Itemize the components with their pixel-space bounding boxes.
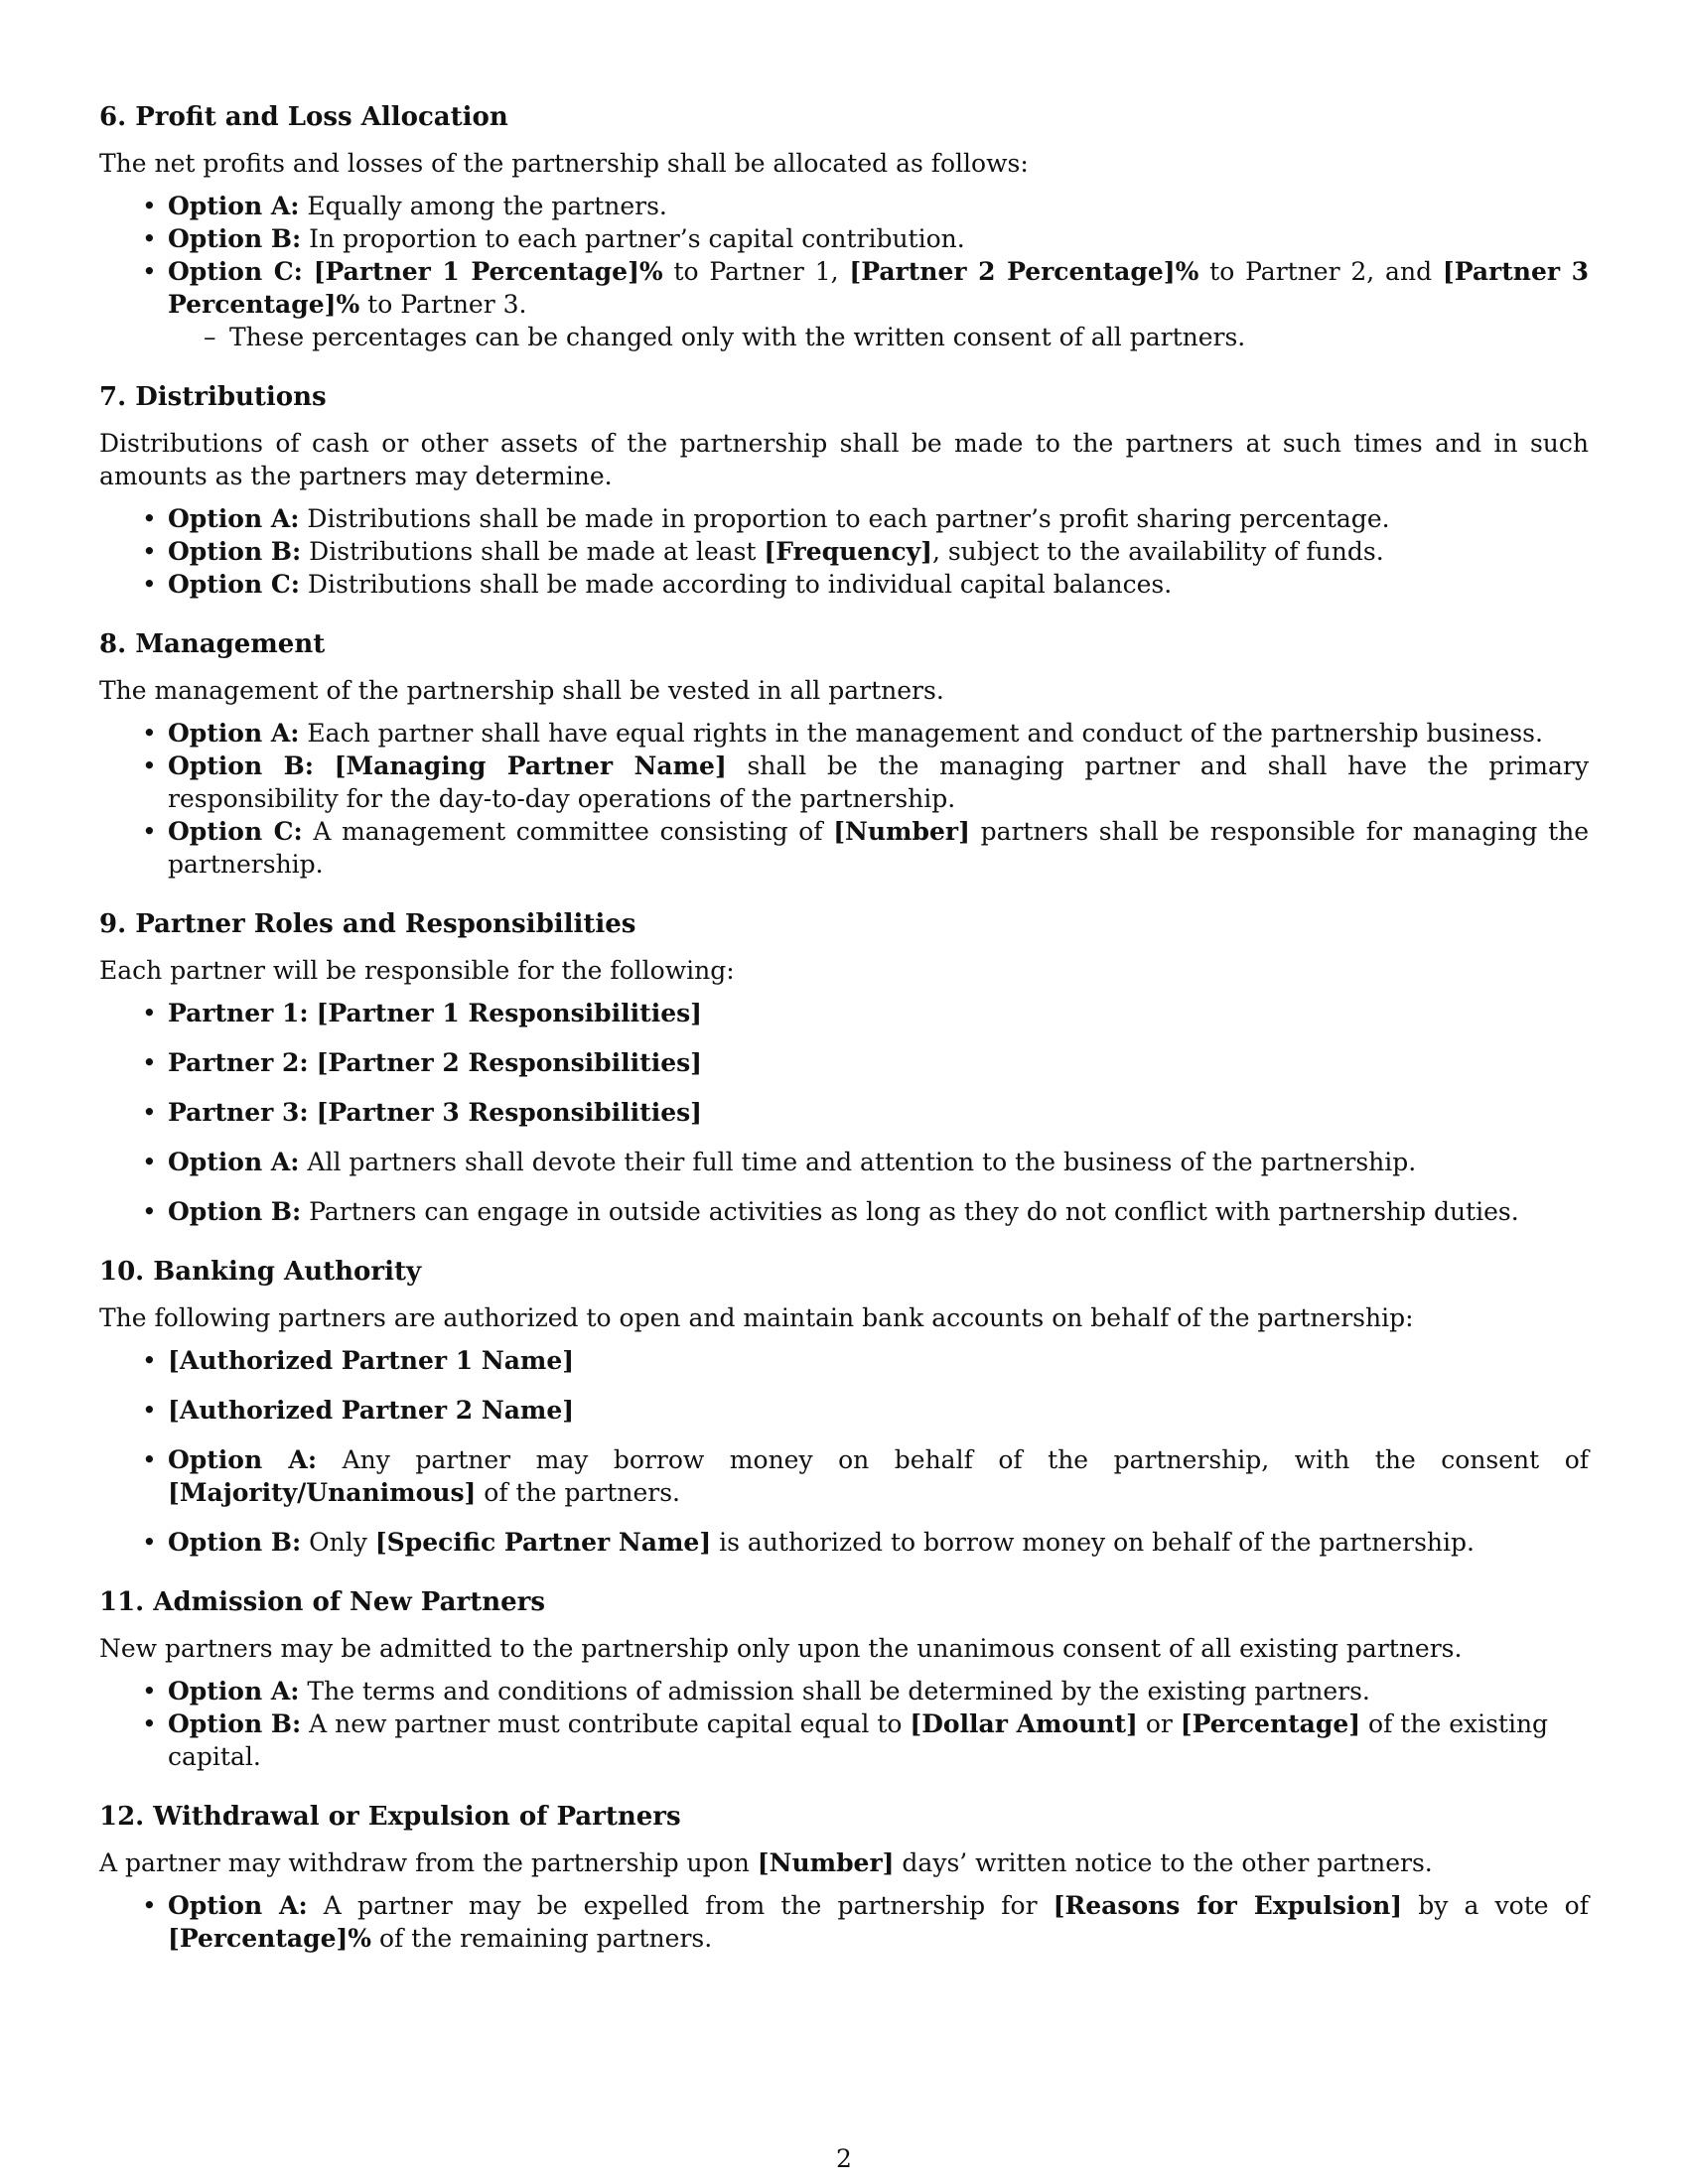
- option-text: A new partner must contribute capital equal to: [301, 1709, 911, 1738]
- list-item: [168, 997, 1589, 1029]
- section-intro: New partners may be admitted to the partnership only upon the unanimous consent of all existing partners.: [99, 1634, 1463, 1663]
- option-label: Option C:: [168, 257, 303, 286]
- section-banking-authority: [99, 1252, 1589, 1559]
- placeholder: [Number]: [833, 817, 970, 846]
- options-list: [99, 717, 1589, 881]
- placeholder: [Percentage]: [1180, 1709, 1361, 1738]
- option-text: to Partner 3.: [359, 290, 527, 319]
- placeholder: [Authorized Partner 1 Name]: [168, 1346, 575, 1375]
- option-text: of the partners.: [476, 1478, 680, 1507]
- list-item: [168, 502, 1589, 535]
- section-partner-roles: [99, 904, 1589, 1228]
- section-profit-loss: [99, 97, 1589, 353]
- options-list: [99, 190, 1589, 353]
- placeholder: [Authorized Partner 2 Name]: [168, 1396, 575, 1425]
- list-item: [168, 1146, 1589, 1178]
- list-item: [168, 1707, 1589, 1773]
- option-label: Option A:: [168, 192, 300, 220]
- options-list: [99, 502, 1589, 601]
- option-label: Option B:: [168, 1709, 302, 1738]
- section-heading: 9. Partner Roles and Responsibilities: [99, 909, 636, 939]
- option-label: Option C:: [168, 570, 300, 599]
- list-item: [168, 1195, 1589, 1228]
- option-text: of the existing capital.: [168, 1709, 1549, 1771]
- placeholder: [Reasons for Expulsion]: [1053, 1891, 1403, 1920]
- section-heading: 10. Banking Authority: [99, 1257, 422, 1287]
- section-heading: 6. Profit and Loss Allocation: [99, 102, 508, 132]
- list-item: [168, 1889, 1589, 1955]
- option-label: Option B:: [168, 1528, 302, 1557]
- section-intro: Distributions of cash or other assets of the partnership shall be made to the partners at such times and in such amounts as the partners may determine.: [99, 429, 1589, 490]
- options-list: [99, 1675, 1589, 1773]
- options-list: [99, 997, 1589, 1228]
- option-text: Distributions shall be made in proportion to each partner’s profit sharing percentage.: [299, 504, 1390, 533]
- options-list: [99, 1344, 1589, 1559]
- list-item: [168, 750, 1589, 815]
- placeholder: [Managing Partner Name]: [334, 751, 727, 780]
- list-item: [168, 535, 1589, 568]
- list-item: [168, 568, 1589, 601]
- placeholder: [Dollar Amount]: [910, 1709, 1138, 1738]
- placeholder: [Partner 3 Responsibilities]: [316, 1098, 703, 1127]
- placeholder: [Majority/Unanimous]: [168, 1478, 477, 1507]
- option-text: partners shall be responsible for managing the partnership.: [168, 817, 1590, 879]
- intro-text: days’ written notice to the other partners.: [894, 1848, 1433, 1877]
- list-item: [168, 717, 1589, 750]
- partner-label: Partner 2:: [168, 1048, 309, 1077]
- option-label: Option A:: [168, 504, 300, 533]
- section-withdrawal: [99, 1797, 1589, 1955]
- sub-list: [168, 321, 1589, 353]
- option-text: Distributions shall be made according to individual capital balances.: [299, 570, 1173, 599]
- placeholder: [Number]: [757, 1848, 895, 1877]
- section-intro: Each partner will be responsible for the following:: [99, 956, 735, 985]
- placeholder: [Partner 1 Responsibilities]: [316, 999, 703, 1027]
- option-text: All partners shall devote their full time and attention to the business of the partnership.: [299, 1148, 1417, 1176]
- section-intro: [99, 1846, 1589, 1879]
- option-text: to Partner 2, and: [1198, 257, 1443, 286]
- option-text: to Partner 1,: [662, 257, 850, 286]
- option-label: Option A:: [168, 719, 300, 748]
- page-number: 2: [836, 2144, 852, 2173]
- option-label: Option B:: [168, 751, 314, 780]
- partner-label: Partner 1:: [168, 999, 309, 1027]
- option-label: Option A:: [168, 1445, 318, 1474]
- option-label: Option A:: [168, 1677, 300, 1706]
- option-text: Partners can engage in outside activities as long as they do not conflict with partnership duties.: [301, 1197, 1519, 1226]
- section-admission: [99, 1582, 1589, 1773]
- option-text: or: [1137, 1709, 1181, 1738]
- placeholder: [Specific Partner Name]: [374, 1528, 712, 1557]
- placeholder: [Partner 3 Percentage]%: [168, 257, 1590, 319]
- option-text: shall be the managing partner and shall have the primary responsibility for the day-to-day operations of the partnership.: [168, 751, 1589, 813]
- option-label: Option A:: [168, 1148, 300, 1176]
- section-intro: The net profits and losses of the partnership shall be allocated as follows:: [99, 149, 1029, 178]
- option-label: Option B:: [168, 224, 302, 253]
- placeholder: [Frequency]: [764, 537, 932, 566]
- option-text: A partner may be expelled from the partnership for: [307, 1891, 1054, 1920]
- placeholder: [Partner 1 Percentage]%: [313, 257, 663, 286]
- option-text: Each partner shall have equal rights in the management and conduct of the partnership business.: [299, 719, 1543, 748]
- partner-label: Partner 3:: [168, 1098, 309, 1127]
- option-label: Option B:: [168, 537, 302, 566]
- option-text: In proportion to each partner’s capital contribution.: [301, 224, 965, 253]
- list-item: [168, 1675, 1589, 1707]
- option-label: Option A:: [168, 1891, 308, 1920]
- section-intro: The management of the partnership shall be vested in all partners.: [99, 676, 944, 705]
- list-item: [168, 815, 1589, 881]
- placeholder: [Partner 2 Responsibilities]: [316, 1048, 703, 1077]
- option-text: The terms and conditions of admission shall be determined by the existing partners.: [299, 1677, 1370, 1706]
- list-item: [168, 1443, 1589, 1509]
- sub-list-item: – These percentages can be changed only with the written consent of all partners.: [229, 321, 1589, 353]
- section-heading: 8. Management: [99, 629, 326, 659]
- list-item: [168, 1526, 1589, 1559]
- placeholder: [Percentage]%: [168, 1924, 372, 1953]
- option-label: Option B:: [168, 1197, 302, 1226]
- document-page: [99, 97, 1589, 1979]
- option-text: A management committee consisting of: [302, 817, 834, 846]
- list-item: [168, 1046, 1589, 1079]
- section-management: [99, 624, 1589, 881]
- list-item: [168, 1394, 1589, 1427]
- section-intro: The following partners are authorized to open and maintain bank accounts on behalf of the partnership:: [99, 1303, 1414, 1332]
- section-heading: 11. Admission of New Partners: [99, 1587, 545, 1617]
- list-item: [168, 255, 1589, 353]
- option-text: is authorized to borrow money on behalf of the partnership.: [711, 1528, 1475, 1557]
- list-item: [168, 222, 1589, 255]
- section-heading: 7. Distributions: [99, 382, 327, 412]
- placeholder: [Partner 2 Percentage]%: [849, 257, 1199, 286]
- section-distributions: [99, 377, 1589, 601]
- option-label: Option C:: [168, 817, 303, 846]
- option-text: Equally among the partners.: [299, 192, 667, 220]
- option-text: by a vote of: [1402, 1891, 1589, 1920]
- option-text: Only: [301, 1528, 375, 1557]
- option-text: Any partner may borrow money on behalf of the partnership, with the consent of: [317, 1445, 1590, 1474]
- options-list: [99, 1889, 1589, 1955]
- list-item: [168, 190, 1589, 222]
- option-text: of the remaining partners.: [371, 1924, 713, 1953]
- list-item: [168, 1344, 1589, 1377]
- intro-text: A partner may withdraw from the partnership upon: [99, 1848, 758, 1877]
- option-text: Distributions shall be made at least: [301, 537, 765, 566]
- list-item: [168, 1096, 1589, 1129]
- section-heading: 12. Withdrawal or Expulsion of Partners: [99, 1802, 681, 1832]
- option-text: , subject to the availability of funds.: [931, 537, 1384, 566]
